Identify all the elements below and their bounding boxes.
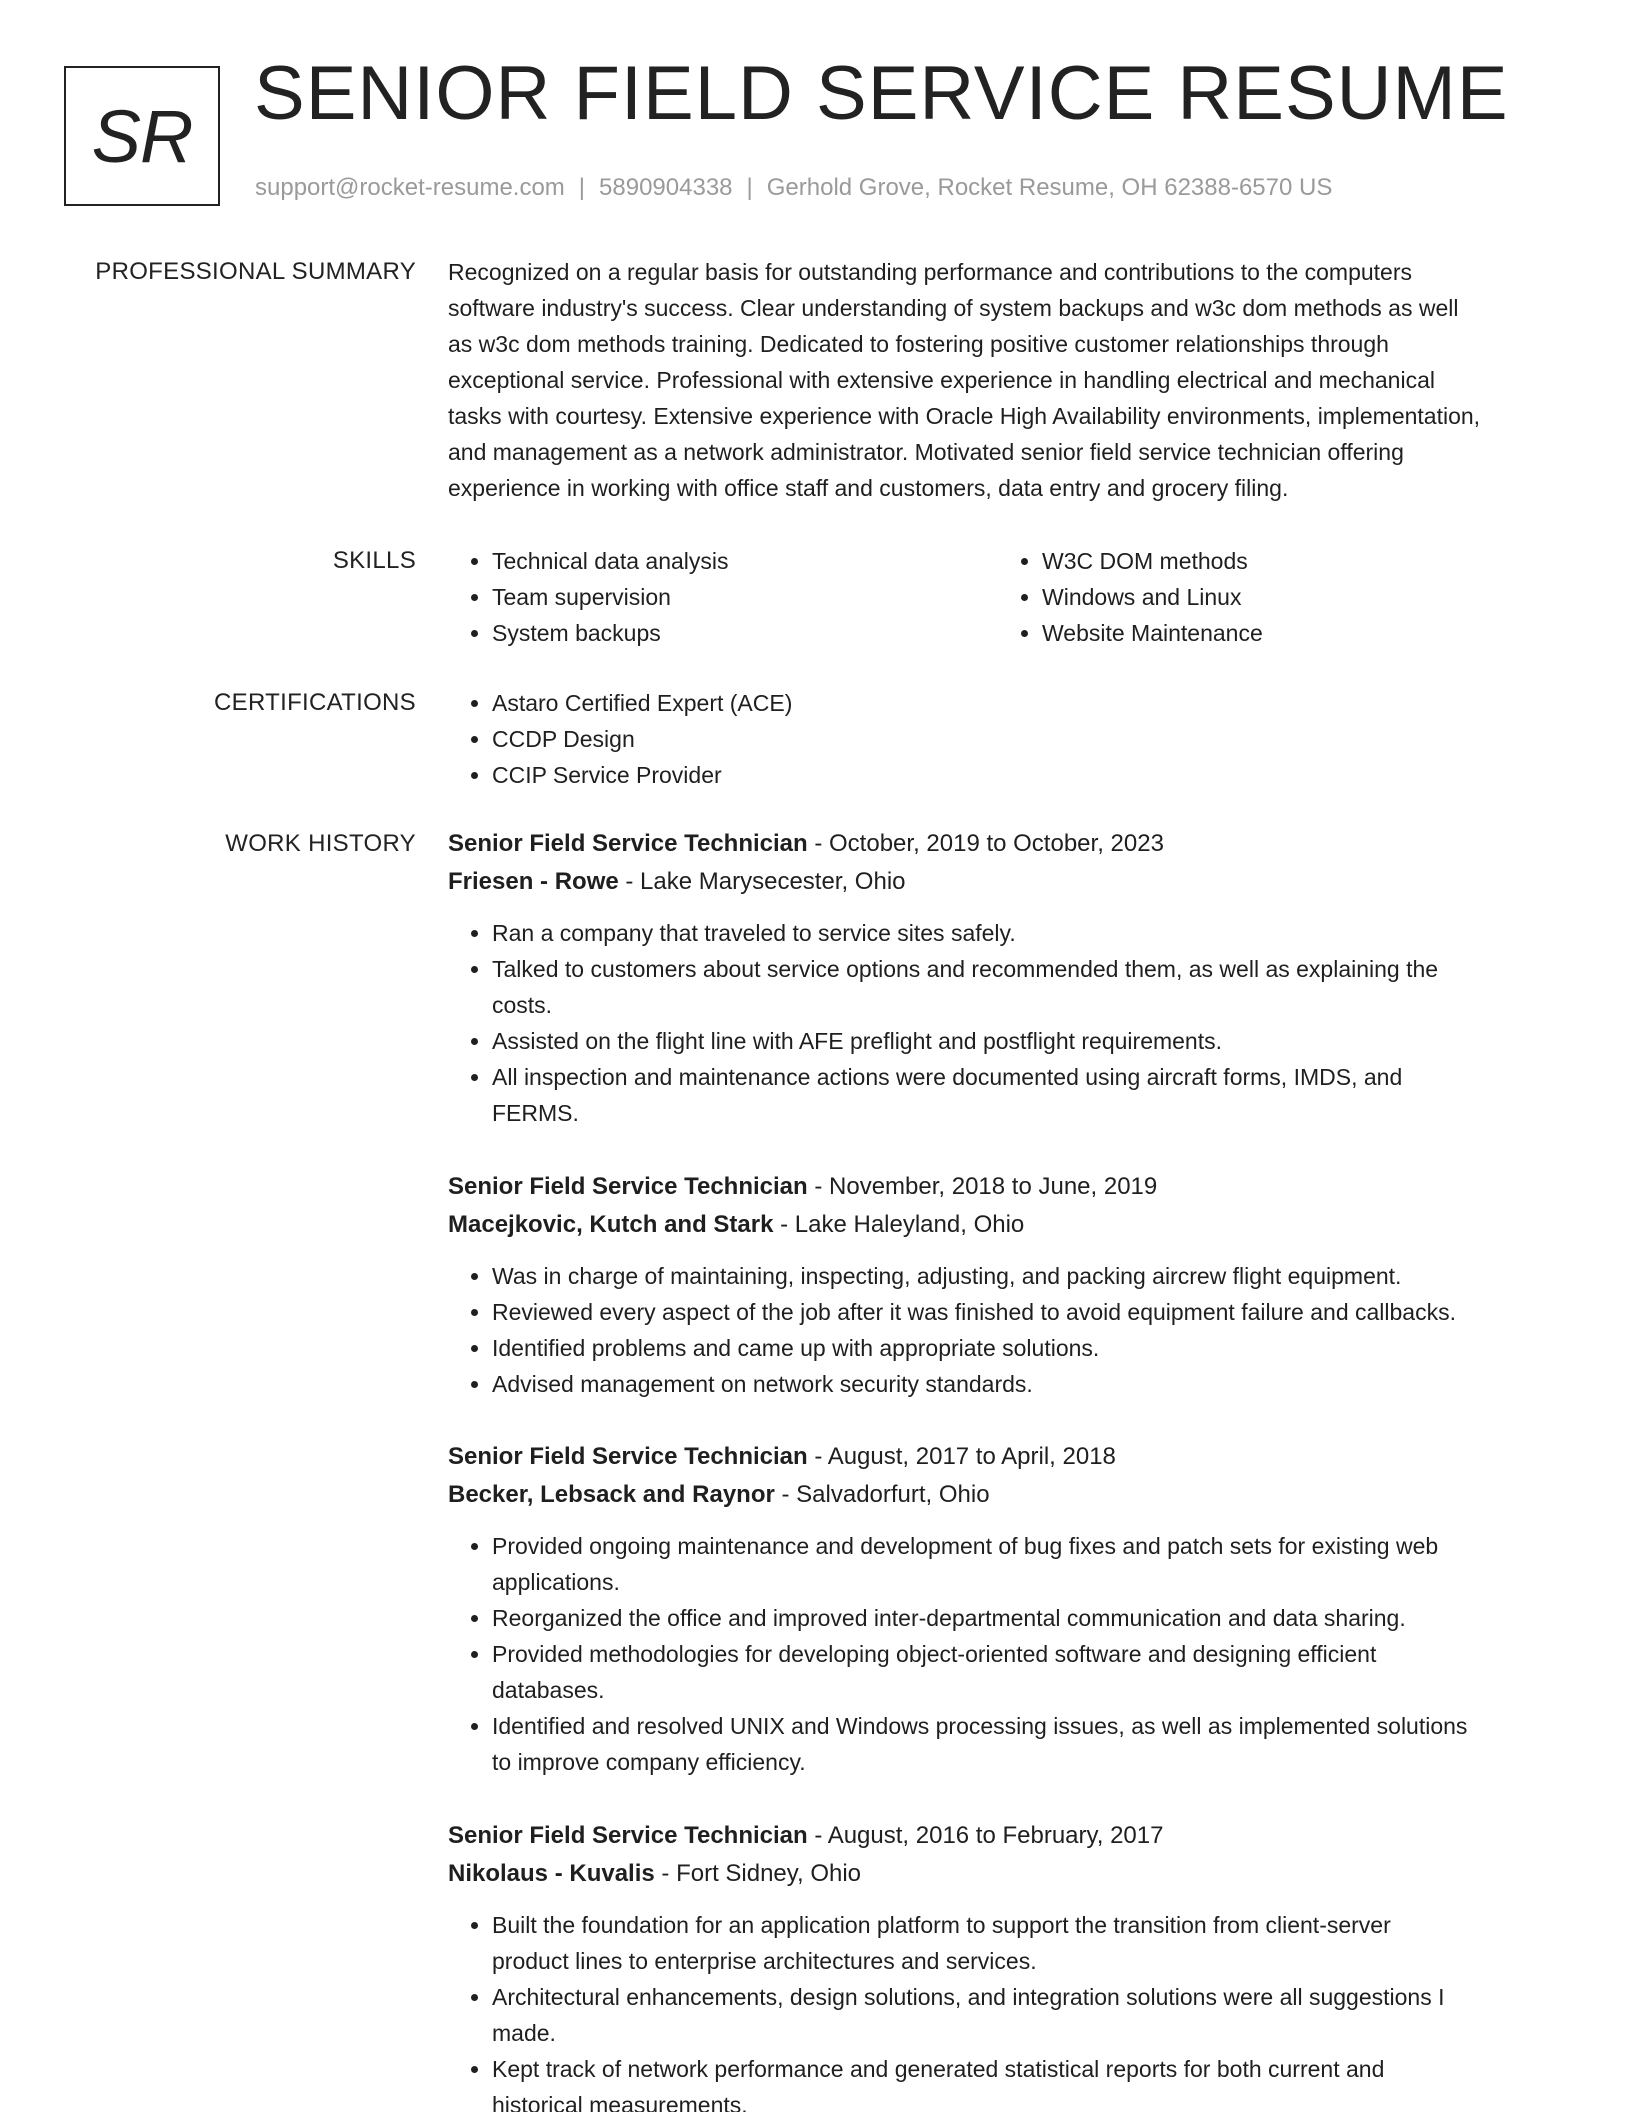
job-title-line [448,825,1568,863]
certification-item: • CCDP Design [492,721,1568,757]
contact-separator: | [746,174,753,201]
contact-email: support@rocket-resume.com [255,174,565,201]
duty-line: Built the foundation for an application platform to support the transition from client-server [492,1912,1391,1938]
duty-line: Architectural enhancements, design solutions, and integration solutions were all suggestions I [492,1984,1445,2010]
section-label-skills: SKILLS [332,547,416,574]
summary-line: and management as a network administrator. Motivated senior field service technician offering [448,439,1404,465]
job-duty [492,1708,1568,1780]
duty-line: databases. [492,1677,605,1703]
job-duty [492,915,1568,951]
duty-line: Ran a company that traveled to service sites safely. [492,920,1016,946]
summary-line: exceptional service. Professional with extensive experience in handling electrical and mechanical [448,367,1435,393]
job-duty [492,951,1568,1023]
job-location: - Salvadorfurt, Ohio [774,1481,990,1508]
section-label-summary: PROFESSIONAL SUMMARY [95,258,416,285]
summary-text [448,254,1568,506]
skill-item: • Team supervision [492,579,998,615]
skills-column-right [998,543,1548,651]
duty-line: FERMS. [492,1100,579,1126]
job-company-line [448,1855,1568,1893]
duty-line: Assisted on the flight line with AFE preflight and postflight requirements. [492,1028,1223,1054]
contact-address: Gerhold Grove, Rocket Resume, OH 62388-6570 US [766,174,1333,201]
certifications-list [448,685,1568,793]
duty-line: product lines to enterprise architectures and services. [492,1948,1037,1974]
job-duty [492,1294,1568,1330]
job-location: - Fort Sidney, Ohio [654,1860,862,1887]
job-dates: - October, 2019 to October, 2023 [807,830,1164,857]
job-company-line [448,863,1568,901]
job-title: Senior Field Service Technician [448,830,808,857]
job-title-line [448,1438,1568,1476]
page-title: SENIOR FIELD SERVICE RESUME [254,51,1509,136]
duty-line: All inspection and maintenance actions were documented using aircraft forms, IMDS, and [492,1064,1403,1090]
duty-line: Provided ongoing maintenance and development of bug fixes and patch sets for existing web [492,1533,1439,1559]
job-duty [492,1023,1568,1059]
job-duties [448,915,1568,1131]
job-duty [492,2051,1568,2112]
skill-item: • Windows and Linux [1042,579,1548,615]
job-duties [448,1258,1568,1402]
certification-item: • CCIP Service Provider [492,757,1568,793]
skill-item: • Technical data analysis [492,543,998,579]
duty-line: Was in charge of maintaining, inspecting, adjusting, and packing aircrew flight equipment. [492,1263,1402,1289]
duty-line: Talked to customers about service options and recommended them, as well as explaining the [492,956,1439,982]
job-location: - Lake Haleyland, Ohio [773,1211,1025,1238]
skills-column-left [448,543,998,651]
job-title: Senior Field Service Technician [448,1443,808,1470]
job-company: Becker, Lebsack and Raynor [448,1481,775,1508]
job-duty [492,1600,1568,1636]
skill-item: • System backups [492,615,998,651]
duty-line: Reviewed every aspect of the job after it was finished to avoid equipment failure and callbacks. [492,1299,1456,1325]
job-duty [492,1366,1568,1402]
job-title: Senior Field Service Technician [448,1173,808,1200]
job-duty [492,1636,1568,1708]
section-label-certifications: CERTIFICATIONS [214,689,416,716]
job-duties [448,1907,1568,2112]
duty-line: to improve company efficiency. [492,1749,806,1775]
summary-line: Recognized on a regular basis for outstanding performance and contributions to the computers [448,259,1413,285]
job-dates: - November, 2018 to June, 2019 [807,1173,1158,1200]
duty-line: Advised management on network security standards. [492,1371,1033,1397]
job-duty [492,1528,1568,1600]
duty-line: applications. [492,1569,620,1595]
job-duty [492,1258,1568,1294]
job-title-line [448,1168,1568,1206]
summary-line: tasks with courtesy. Extensive experience with Oracle High Availability environments, implementation, [448,403,1481,429]
duty-line: Identified and resolved UNIX and Windows processing issues, as well as implemented solutions [492,1713,1468,1739]
skills-list [448,543,1568,651]
job-dates: - August, 2017 to April, 2018 [807,1443,1116,1470]
contact-separator: | [578,174,586,201]
duty-line: made. [492,2020,556,2046]
summary-line: experience in working with office staff and customers, data entry and grocery filing. [448,475,1289,501]
job-duty [492,1330,1568,1366]
duty-line: Kept track of network performance and generated statistical reports for both current and [492,2056,1385,2082]
job-duty [492,1907,1568,1979]
job-company: Nikolaus - Kuvalis [448,1860,655,1887]
job-dates: - August, 2016 to February, 2017 [807,1822,1164,1849]
job-company: Macejkovic, Kutch and Stark [448,1211,774,1238]
duty-line: Identified problems and came up with appropriate solutions. [492,1335,1100,1361]
job-duty [492,1059,1568,1131]
job-company: Friesen - Rowe [448,868,619,895]
job-title-line [448,1817,1568,1855]
section-label-work-history: WORK HISTORY [225,830,416,857]
skill-item: • W3C DOM methods [1042,543,1548,579]
contact-phone: 5890904338 [599,174,733,201]
summary-line: as w3c dom methods training. Dedicated to fostering positive customer relationships through [448,331,1389,357]
job-title: Senior Field Service Technician [448,1822,808,1849]
job-location: - Lake Marysecester, Ohio [618,868,906,895]
duty-line: Provided methodologies for developing object-oriented software and designing efficient [492,1641,1377,1667]
skill-item: • Website Maintenance [1042,615,1548,651]
duty-line: costs. [492,992,553,1018]
job-company-line [448,1206,1568,1244]
job-duty [492,1979,1568,2051]
contact-line [255,176,1332,200]
job-company-line [448,1476,1568,1514]
duty-line: Reorganized the office and improved inter-departmental communication and data sharing. [492,1605,1406,1631]
job-duties [448,1528,1568,1780]
certification-item: • Astaro Certified Expert (ACE) [492,685,1568,721]
monogram-logo: SR [64,66,220,206]
duty-line: historical measurements. [492,2092,748,2112]
summary-line: software industry's success. Clear understanding of system backups and w3c dom methods as well [448,295,1459,321]
